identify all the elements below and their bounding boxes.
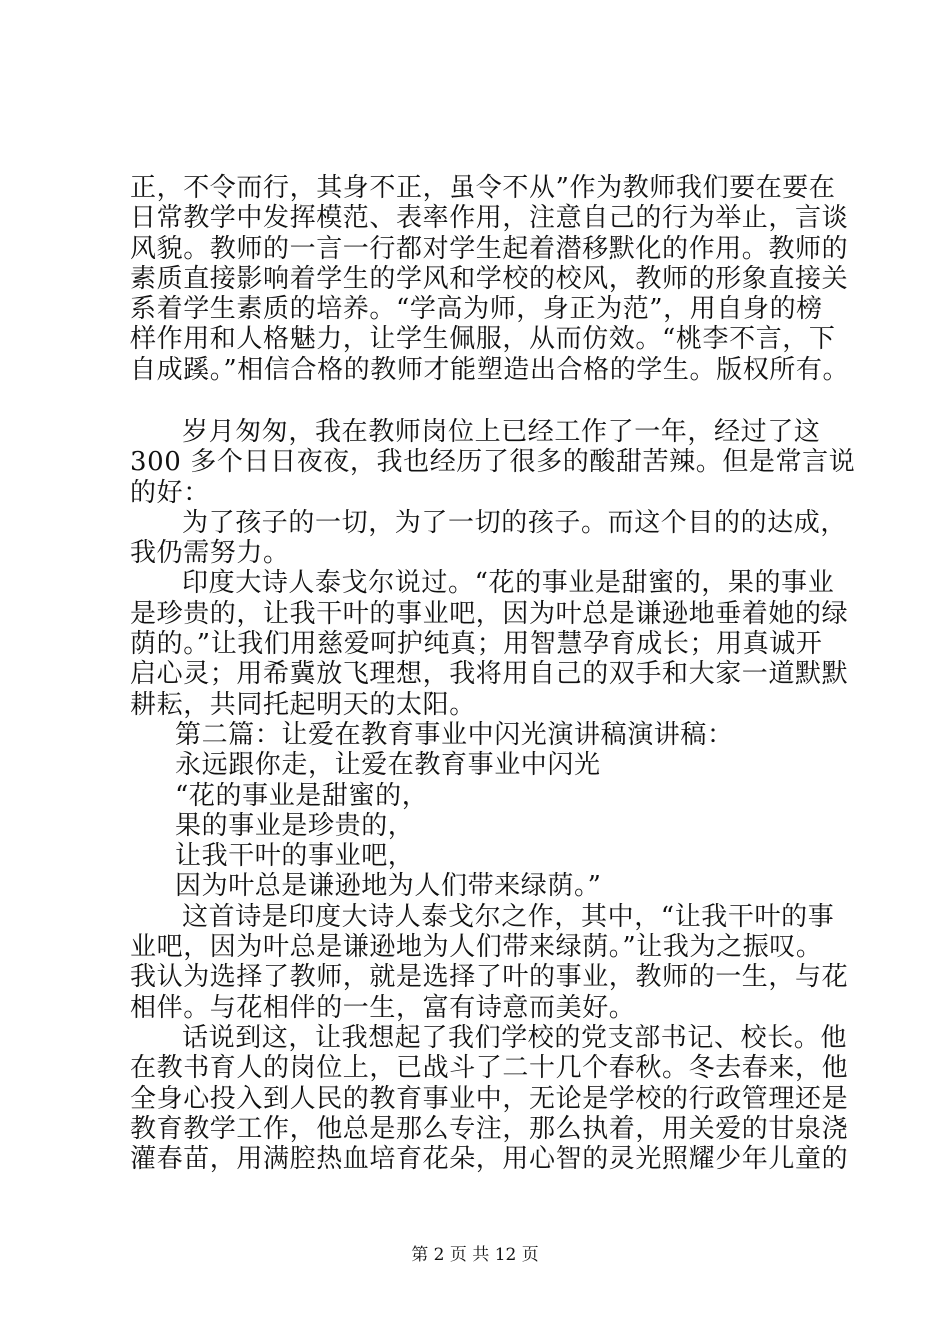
text-line: 这首诗是印度大诗人泰戈尔之作，其中，“让我干叶的事 [182, 901, 835, 932]
text-line: 样作用和人格魅力，让学生佩服，从而仿效。“桃李不言，下 [130, 324, 836, 355]
text-line: 相伴。与花相伴的一生，富有诗意而美好。 [130, 992, 636, 1023]
text-line: 是珍贵的，让我干叶的事业吧，因为叶总是谦逊地垂着她的绿 [130, 598, 849, 629]
text-line: 耕耘，共同托起明天的太阳。 [130, 689, 476, 720]
text-line: 业吧，因为叶总是谦逊地为人们带来绿荫。”让我为之振叹。 [130, 932, 823, 963]
text-line: 启心灵；用希冀放飞理想，我将用自己的双手和大家一道默默 [130, 659, 849, 690]
page-number-label: 第 2 页 共 12 页 [411, 1245, 539, 1265]
text-line: 全身心投入到人民的教育事业中，无论是学校的行政管理还是 [130, 1083, 849, 1114]
text-line: 在教书育人的岗位上，已战斗了二十几个春秋。冬去春来，他 [130, 1053, 849, 1084]
text-line: 自成蹊。”相信合格的教师才能塑造出合格的学生。版权所有。 [130, 354, 850, 385]
text-line: 岁月匆匆，我在教师岗位上已经工作了一年，经过了这 [182, 417, 821, 447]
text-line: 正，不令而行，其身不正，虽令不从”作为教师我们要在要在 [130, 173, 836, 203]
poem-line: 果的事业是珍贵的， [175, 810, 415, 841]
section-subtitle: 永远跟你走，让爱在教育事业中闪光 [175, 750, 601, 781]
text-line: 300 多个日日夜夜，我也经历了很多的酸甜苦辣。但是常言说 [130, 447, 856, 478]
poem-line: 让我干叶的事业吧， [175, 841, 415, 872]
paragraph-block-1 [130, 173, 850, 385]
page-footer [0, 1240, 950, 1265]
text-line: 印度大诗人泰戈尔说过。“花的事业是甜蜜的，果的事业 [182, 568, 835, 599]
section-heading: 第二篇：让爱在教育事业中闪光演讲稿演讲稿： [175, 719, 734, 750]
text-line: 素质直接影响着学生的学风和学校的校风，教师的形象直接关 [130, 263, 849, 294]
text-line: 话说到这，让我想起了我们学校的党支部书记、校长。他 [182, 1022, 848, 1053]
poem-line: “花的事业是甜蜜的， [175, 780, 429, 811]
text-line: 我仍需努力。 [130, 538, 290, 569]
text-line: 我认为选择了教师，就是选择了叶的事业，教师的一生，与花 [130, 962, 849, 993]
text-line: 荫的。”让我们用慈爱呵护纯真；用智慧孕育成长；用真诚开 [130, 629, 823, 660]
text-line: 的好： [130, 477, 210, 508]
paragraph-block-2 [130, 417, 856, 1175]
text-line: 灌春苗，用满腔热血培育花朵，用心智的灵光照耀少年儿童的 [130, 1144, 849, 1175]
text-line: 日常教学中发挥模范、表率作用，注意自己的行为举止，言谈 [130, 203, 849, 234]
text-line: 系着学生素质的培养。“学高为师，身正为范”，用自身的榜 [130, 294, 823, 325]
text-line: 风貌。教师的一言一行都对学生起着潜移默化的作用。教师的 [130, 233, 849, 264]
poem-line: 因为叶总是谦逊地为人们带来绿荫。” [175, 871, 602, 902]
text-line: 为了孩子的一切，为了一切的孩子。而这个目的的达成， [182, 507, 848, 538]
text-line: 教育教学工作，他总是那么专注，那么执着，用关爱的甘泉浇 [130, 1113, 849, 1144]
